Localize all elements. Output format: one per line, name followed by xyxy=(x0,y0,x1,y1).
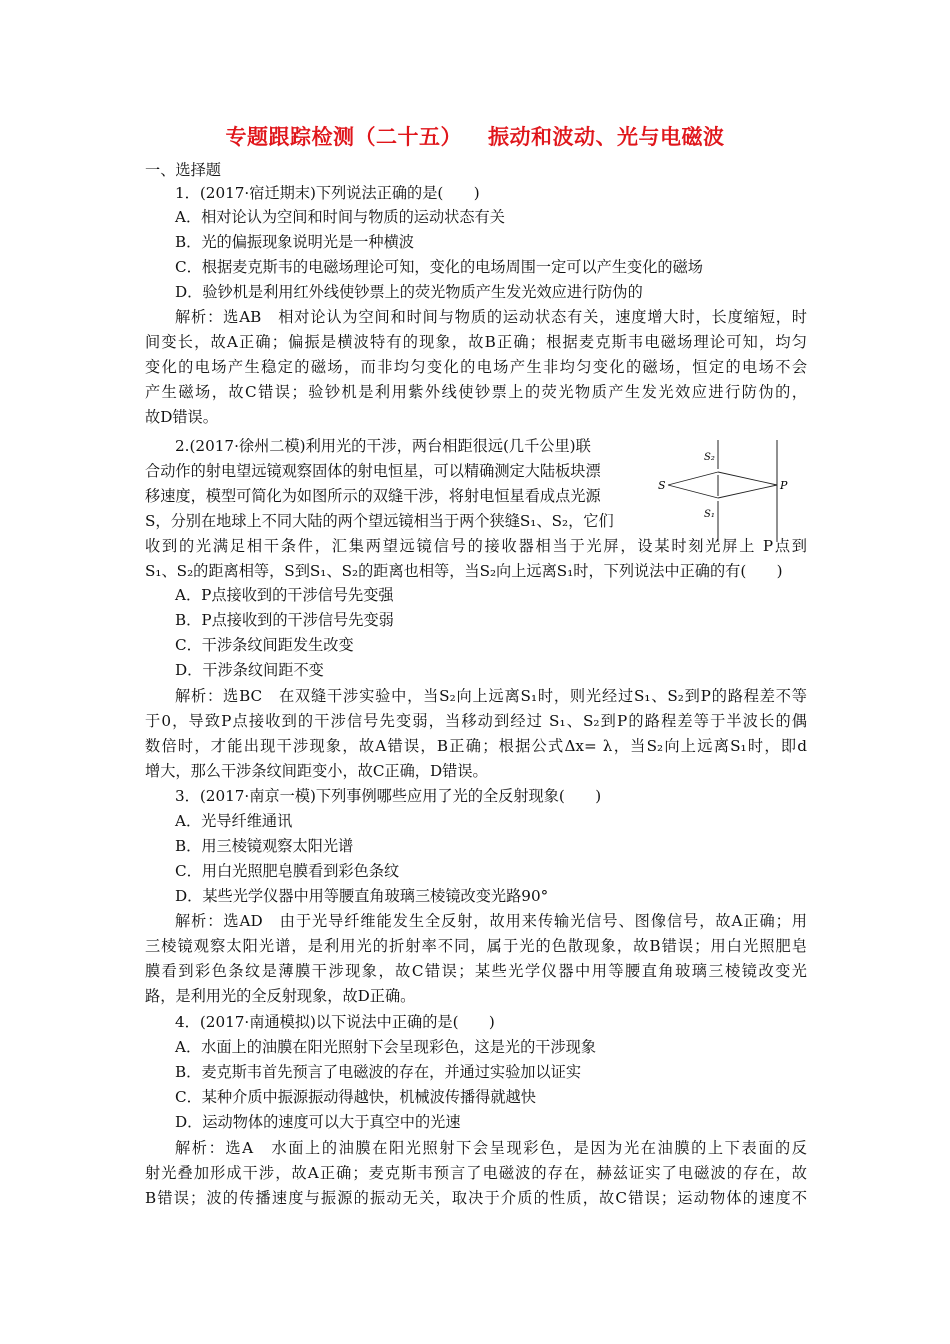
q3-option-c: C．用白光照肥皂膜看到彩色条纹 xyxy=(175,862,400,880)
q3-analysis-line: 膜看到彩色条纹是薄膜干涉现象，故C错误；某些光学仪器中用等腰直角玻璃三棱镜改变光 xyxy=(145,962,807,980)
q1-analysis-line: 产生磁场，故C错误；验钞机是利用紫外线使钞票上的荧光物质产生发光效应进行防伪的， xyxy=(145,383,807,401)
q2-stem-line: 2.(2017·徐州二模)利用光的干涉，两台相距很远(几千公里)联 xyxy=(175,437,591,455)
q2-analysis-line: 于0，导致P点接收到的干涉信号先变弱，当移动到经过 S₁、S₂到P的路程差等于半波长的偶 xyxy=(145,712,807,730)
q4-option-a: A．水面上的油膜在阳光照射下会呈现彩色，这是光的干涉现象 xyxy=(175,1038,597,1056)
q1-analysis-line: 变化的电场产生稳定的磁场，而非均匀变化的电场产生非均匀变化的磁场，恒定的电场不会 xyxy=(145,358,807,376)
q2-analysis-line: 增大，那么干涉条纹间距变小，故C正确，D错误。 xyxy=(145,762,488,780)
q3-analysis-line: 三棱镜观察太阳光谱，是利用光的折射率不同，属于光的色散现象，故B错误；用白光照肥皂 xyxy=(145,937,807,955)
label-s1: S₁ xyxy=(704,509,715,520)
label-p: P xyxy=(780,479,788,492)
q4-stem: 4．(2017·南通模拟)以下说法中正确的是( ) xyxy=(175,1013,495,1031)
q3-analysis-line: 解析：选AD 由于光导纤维能发生全反射，故用来传输光信号、图像信号，故A正确；用 xyxy=(175,912,807,930)
q4-analysis-line: 射光叠加形成干涉，故A正确；麦克斯韦预言了电磁波的存在，赫兹证实了电磁波的存在，故 xyxy=(145,1164,807,1182)
label-s2: S₂ xyxy=(704,452,715,463)
q1-option-a: A．相对论认为空间和时间与物质的运动状态有关 xyxy=(175,208,505,226)
q2-analysis-line: 数倍时，才能出现干涉现象，故A错误，B正确；根据公式Δx= λ，当S₂向上远离S₁时，即d xyxy=(145,737,807,755)
q2-stem-line: 移速度，模型可简化为如图所示的双缝干涉，将射电恒星看成点光源 xyxy=(145,487,601,505)
q1-analysis-line: 间变长，故A正确；偏振是横波特有的现象，故B正确；根据麦克斯韦电磁场理论可知，均匀 xyxy=(145,333,807,351)
title-part-1: 专题跟踪检测（二十五） xyxy=(225,125,462,149)
q1-option-c: C．根据麦克斯韦的电磁场理论可知，变化的电场周围一定可以产生变化的磁场 xyxy=(175,258,703,276)
q2-analysis-line: 解析：选BC 在双缝干涉实验中，当S₂向上远离S₁时，则光经过S₁、S₂到P的路程差不等 xyxy=(175,687,807,705)
q4-option-c: C．某种介质中振源振动得越快，机械波传播得就越快 xyxy=(175,1088,536,1106)
q2-stem-line: 合动作的射电望远镜观察固体的射电恒星，可以精确测定大陆板块漂 xyxy=(145,462,601,480)
page-title xyxy=(0,121,950,151)
q2-stem-line: S，分别在地球上不同大陆的两个望远镜相当于两个狭缝S₁、S₂，它们 xyxy=(145,512,614,530)
q1-analysis-line: 故D错误。 xyxy=(145,408,218,426)
q4-option-d: D．运动物体的速度可以大于真空中的光速 xyxy=(175,1113,461,1131)
q2-option-d: D．干涉条纹间距不变 xyxy=(175,661,324,679)
q1-analysis-line: 解析：选AB 相对论认为空间和时间与物质的运动状态有关，速度增大时，长度缩短，时 xyxy=(175,308,807,326)
q4-analysis-line: B错误；波的传播速度与振源的振动无关，取决于介质的性质，故C错误；运动物体的速度不 xyxy=(145,1189,807,1207)
q1-option-b: B．光的偏振现象说明光是一种横波 xyxy=(175,233,414,251)
q3-analysis-line: 路，是利用光的全反射现象，故D正确。 xyxy=(145,987,416,1005)
q2-stem-line: S₁、S₂的距离相等，S到S₁、S₂的距离也相等，当S₂向上远离S₁时，下列说法中正确的有( ) xyxy=(145,562,783,580)
section-heading: 一、选择题 xyxy=(145,161,221,179)
q2-option-c: C．干涉条纹间距发生改变 xyxy=(175,636,354,654)
q4-analysis-line: 解析：选A 水面上的油膜在阳光照射下会呈现彩色，是因为光在油膜的上下表面的反 xyxy=(175,1139,807,1157)
q1-option-d: D．验钞机是利用红外线使钞票上的荧光物质产生发光效应进行防伪的 xyxy=(175,283,643,301)
double-slit-diagram xyxy=(656,438,796,544)
q3-option-b: B．用三棱镜观察太阳光谱 xyxy=(175,837,354,855)
q2-stem-line: 收到的光满足相干条件，汇集两望远镜信号的接收器相当于光屏，设某时刻光屏上 P点到 xyxy=(145,537,807,555)
q1-stem: 1．(2017·宿迁期末)下列说法正确的是( ) xyxy=(175,184,480,202)
q2-option-a: A．P点接收到的干涉信号先变强 xyxy=(175,586,394,604)
q4-option-b: B．麦克斯韦首先预言了电磁波的存在，并通过实验加以证实 xyxy=(175,1063,582,1081)
title-part-2: 振动和波动、光与电磁波 xyxy=(488,125,725,149)
q3-option-a: A．光导纤维通讯 xyxy=(175,812,293,830)
q3-option-d: D．某些光学仪器中用等腰直角玻璃三棱镜改变光路90° xyxy=(175,887,549,905)
q3-stem: 3．(2017·南京一模)下列事例哪些应用了光的全反射现象( ) xyxy=(175,787,602,805)
q2-option-b: B．P点接收到的干涉信号先变弱 xyxy=(175,611,394,629)
label-s: S xyxy=(658,479,666,492)
